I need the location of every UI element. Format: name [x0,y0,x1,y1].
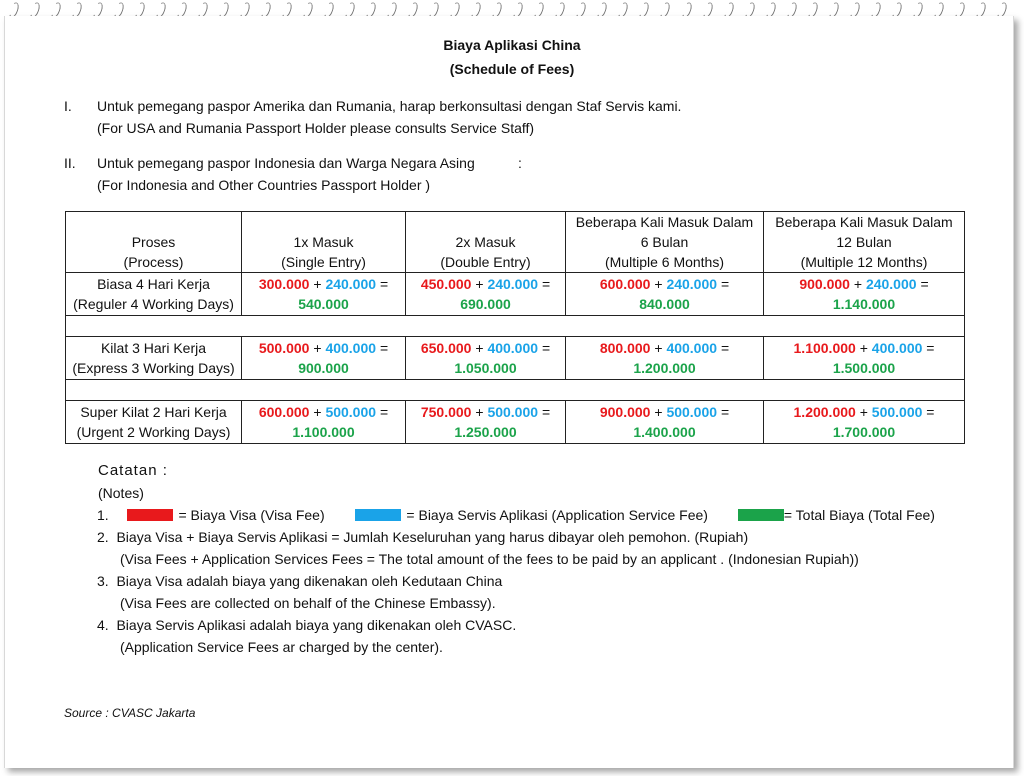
fee-cell: 500.000 + 400.000 = 900.000 [242,337,406,380]
notes-heading-en: (Notes) [98,485,144,501]
note-text: Biaya Servis Aplikasi adalah biaya yang dikenakan oleh CVASC. [116,617,517,633]
header-cell: Beberapa Kali Masuk Dalam 12 Bulan (Multiple 12 Months) [764,212,965,273]
fee-table [65,211,965,444]
legend-service-label: = Biaya Servis Aplikasi (Application Service Fee) [406,507,708,523]
table-row [66,337,965,380]
process-cell: Kilat 3 Hari Kerja (Express 3 Working Days) [66,337,242,380]
legend-line [97,507,935,523]
section-text: Untuk pemegang paspor Amerika dan Rumania, harap berkonsultasi dengan Staf Servis kami. [97,98,682,114]
table-row [66,273,965,316]
note-item [97,573,502,589]
total-color-swatch [738,509,784,521]
note-text-en: (Visa Fees + Application Services Fees = The total amount of the fees to be paid by an applicant . (Indonesian Rupiah)) [120,551,859,567]
table-header-row [66,212,965,273]
fee-cell: 750.000 + 500.000 = 1.250.000 [406,401,566,444]
source-caption: Source : CVASC Jakarta [64,706,196,720]
note-number: 3. [97,573,109,589]
note-number: 4. [97,617,109,633]
note-number: 2. [97,529,109,545]
note-item [97,617,516,633]
legend-total-label: = Total Biaya (Total Fee) [783,507,935,523]
header-cell: 1x Masuk (Single Entry) [242,212,406,273]
visa-color-swatch [127,509,173,521]
note-text-en: (Application Service Fees ar charged by the center). [120,639,443,655]
note-number: 1. [97,507,109,523]
table-row [66,401,965,444]
fee-cell: 450.000 + 240.000 = 690.000 [406,273,566,316]
header-cell: 2x Masuk (Double Entry) [406,212,566,273]
legend-visa-label: = Biaya Visa (Visa Fee) [178,507,325,523]
fee-cell: 650.000 + 400.000 = 1.050.000 [406,337,566,380]
fee-cell: 800.000 + 400.000 = 1.200.000 [566,337,764,380]
note-text-en: (Visa Fees are collected on behalf of the Chinese Embassy). [120,595,496,611]
header-cell: Beberapa Kali Masuk Dalam 6 Bulan (Multiple 6 Months) [566,212,764,273]
note-text: Biaya Visa + Biaya Servis Aplikasi = Jumlah Keseluruhan yang harus dibayar oleh pemohon. (Rupiah) [116,529,749,545]
service-color-swatch [355,509,401,521]
spacer-row [66,316,965,337]
note-item [97,529,748,545]
notes-heading: Catatan : [98,462,168,479]
fee-cell: 600.000 + 240.000 = 840.000 [566,273,764,316]
section-text: Untuk pemegang paspor Indonesia dan Warga Negara Asing [97,155,475,171]
fee-cell: 300.000 + 240.000 = 540.000 [242,273,406,316]
fee-cell: 1.100.000 + 400.000 = 1.500.000 [764,337,965,380]
section-number: I. [64,98,72,114]
process-cell: Biasa 4 Hari Kerja (Reguler 4 Working Days) [66,273,242,316]
fee-cell: 600.000 + 500.000 = 1.100.000 [242,401,406,444]
document-subtitle: (Schedule of Fees) [449,61,575,77]
section-colon: : [518,155,522,171]
section-text-en: (For USA and Rumania Passport Holder please consults Service Staff) [97,120,535,136]
note-text: Biaya Visa adalah biaya yang dikenakan oleh Kedutaan China [116,573,503,589]
fee-cell: 900.000 + 500.000 = 1.400.000 [566,401,764,444]
section-number: II. [64,155,76,171]
header-cell: Proses (Process) [66,212,242,273]
fee-cell: 1.200.000 + 500.000 = 1.700.000 [764,401,965,444]
process-cell: Super Kilat 2 Hari Kerja (Urgent 2 Working Days) [66,401,242,444]
spacer-row [66,380,965,401]
section-text-en: (For Indonesia and Other Countries Passport Holder ) [97,177,431,193]
document-title: Biaya Aplikasi China [443,37,581,53]
fee-cell: 900.000 + 240.000 = 1.140.000 [764,273,965,316]
